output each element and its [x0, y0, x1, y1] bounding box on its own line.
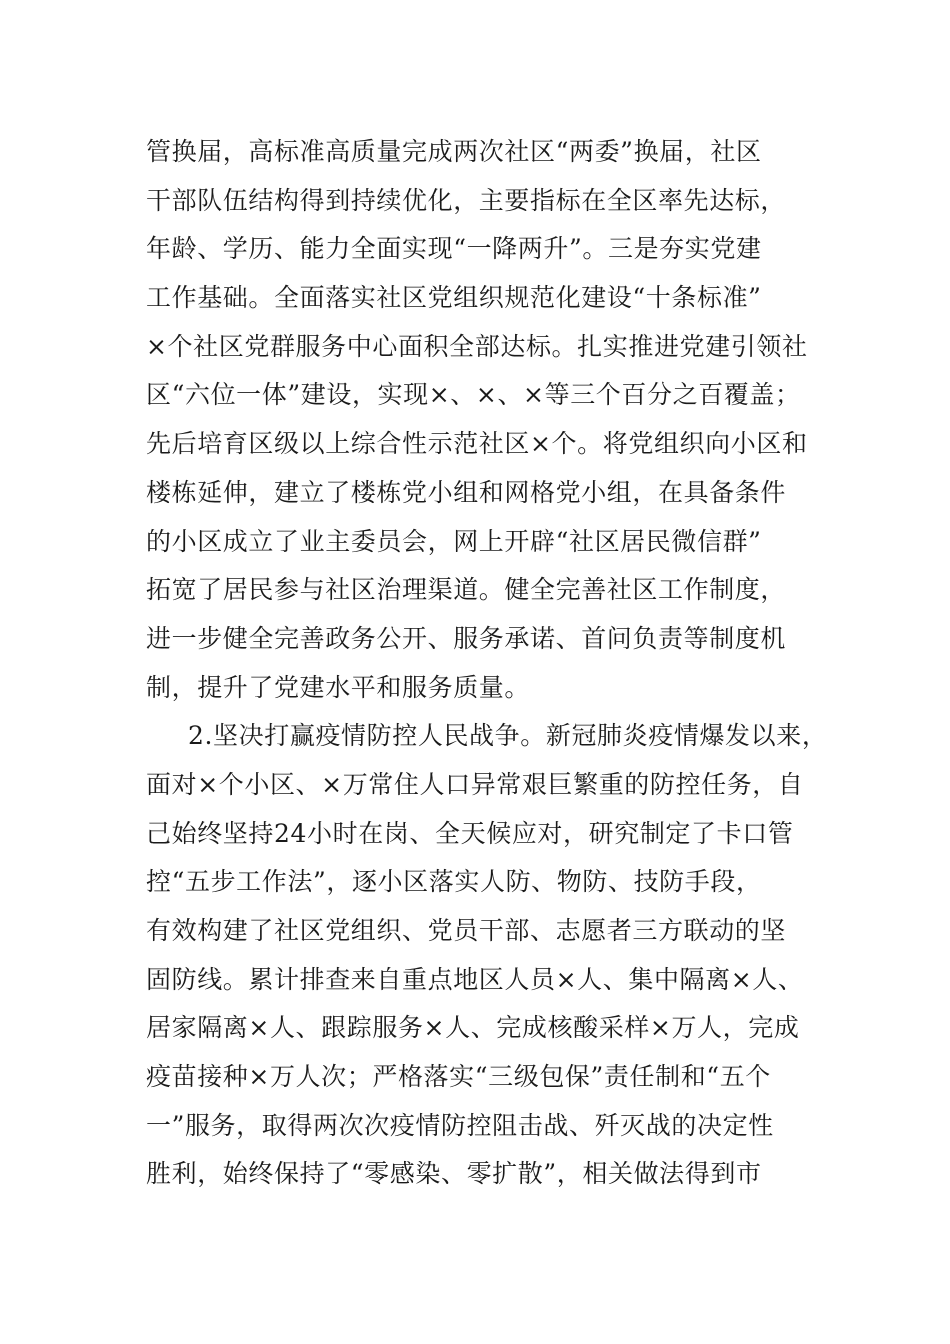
text-line: 干部队伍结构得到持续优化，主要指标在全区率先达标，	[146, 185, 787, 215]
text-line: 一”服务，取得两次次疫情防控阻击战、歼灭战的决定性	[146, 1110, 774, 1140]
text-line: 的小区成立了业主委员会，网上开辟“社区居民微信群”	[146, 526, 762, 556]
text-line: 先后培育区级以上综合性示范社区×个。将党组织向小区和	[146, 429, 808, 459]
text-line: 进一步健全完善政务公开、服务承诺、首问负责等制度机	[146, 623, 787, 653]
text-line: 固防线。累计排查来自重点地区人员×人、集中隔离×人、	[146, 964, 804, 994]
text-line: 有效构建了社区党组织、党员干部、志愿者三方联动的坚	[146, 916, 787, 945]
text-line: 疫苗接种×万人次；严格落实“三级包保”责任制和“五个	[146, 1062, 771, 1092]
text-line: 居家隔离×人、跟踪服务×人、完成核酸采样×万人，完成	[146, 1013, 800, 1043]
paragraph-1	[146, 128, 836, 712]
text-line: ×个社区党群服务中心面积全部达标。扎实推进党建引领社	[146, 331, 808, 361]
text-line: 楼栋延伸，建立了楼栋党小组和网格党小组，在具备条件	[146, 477, 787, 507]
text-line: 制，提升了党建水平和服务质量。	[146, 672, 531, 702]
text-line: 己始终坚持24小时在岗、全天候应对，研究制定了卡口管	[146, 818, 794, 848]
text-line: 控“五步工作法”，逐小区落实人防、物防、技防手段，	[146, 867, 762, 897]
paragraph-2	[146, 712, 836, 1199]
text-line: 区“六位一体”建设，实现×、×、×等三个百分之百覆盖；	[146, 380, 801, 410]
text-line: 胜利，始终保持了“零感染、零扩散”，相关做法得到市	[146, 1159, 762, 1189]
text-line: 年龄、学历、能力全面实现“一降两升”。三是夯实党建	[146, 234, 762, 264]
text-line-first: 2.坚决打赢疫情防控人民战争。新冠肺炎疫情爆发以来，	[188, 721, 828, 751]
text-line: 拓宽了居民参与社区治理渠道。健全完善社区工作制度，	[146, 575, 787, 605]
text-line: 面对×个小区、×万常住人口异常艰巨繁重的防控任务，自	[146, 769, 804, 799]
text-line: 管换届，高标准高质量完成两次社区“两委”换届，社区	[146, 137, 762, 166]
document-body	[146, 128, 836, 1199]
text-line: 工作基础。全面落实社区党组织规范化建设“十条标准”	[146, 283, 762, 313]
